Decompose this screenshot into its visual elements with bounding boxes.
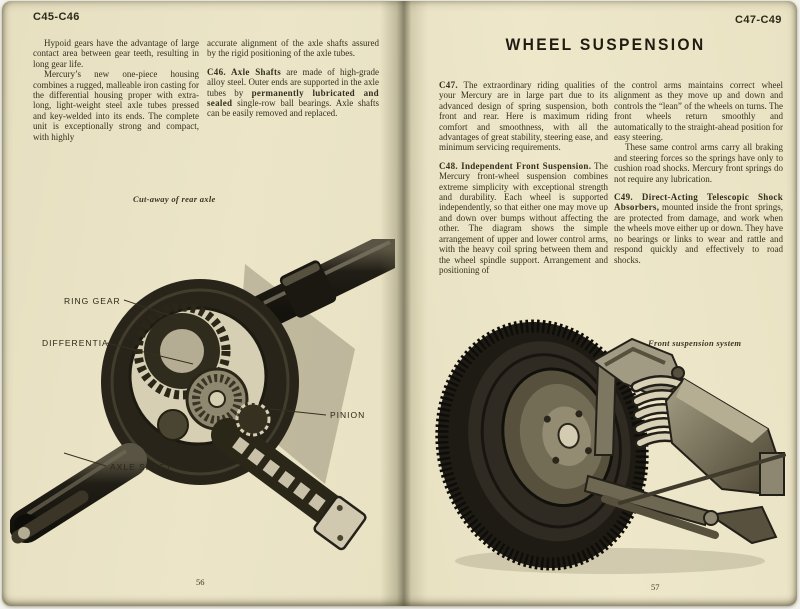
paragraph: These same control arms carry all braking and steering forces so the springs have only to cushion road shocks. Mercury front springs do not require any lubrication. bbox=[614, 142, 783, 184]
right-page-header: C47-C49 bbox=[735, 14, 782, 26]
right-column-2 bbox=[614, 80, 783, 265]
paragraph: Hypoid gears have the advantage of large contact area between gear teeth, resulting in long gear life. bbox=[33, 38, 199, 69]
pinion-gear-part bbox=[237, 403, 269, 435]
rear-bracket bbox=[710, 507, 776, 543]
paragraph: accurate alignment of the axle shafts assured by the rigid positioning of the axle tubes. bbox=[207, 38, 379, 59]
right-figure-caption: Front suspension system bbox=[648, 338, 742, 348]
paragraph: C49. Direct-Acting Telescopic Shock Absorbers, mounted inside the front springs, are protected from damage, and work when the wheels move either up or down. They have no bearings or links to wear and rattle and respond quickly and effectively to road shocks. bbox=[614, 192, 783, 265]
paragraph: C46. Axle Shafts are made of high-grade alloy steel. Outer ends are supported in the axle tubes by permanently lubricated and sealed single-row ball bearings. Axle shafts can be easily removed and replaced. bbox=[207, 66, 379, 119]
paragraph: the control arms maintains correct wheel alignment as they move up and down and controls the “lean” of the wheels on turns. The front wheels return smoothly and automatically to the straight-ahead position for easy steering. bbox=[614, 80, 783, 143]
paragraph: C48. Independent Front Suspension. The Mercury front-wheel suspension combines extreme simplicity with exceptional strength and durability. Each wheel is supported independently, so that either one may move up and down over bumps without affecting the other. The diagram shows the simple arrangement of upper and lower control arms, with the heavy coil spring between them and the wheel spindle support. Arrangement and positioning of bbox=[439, 160, 608, 275]
frame-member bbox=[666, 379, 784, 495]
left-column-2 bbox=[207, 38, 379, 119]
page-title: WHEEL SUSPENSION bbox=[505, 35, 706, 54]
left-column-1 bbox=[33, 38, 199, 142]
book-scan bbox=[2, 1, 797, 606]
ring-gear-label: RING GEAR bbox=[64, 296, 121, 306]
differential-label: DIFFERENTIAL bbox=[42, 338, 115, 348]
paragraph: Mercury’s new one-piece housing combines a rugged, malleable iron casting for the differential housing proper with extra-long, light-weight steel axle tubes pressed and key-welded into its ends. The complete unit is exceptionally strong and compact, with highly bbox=[33, 69, 199, 142]
axle-shaft-label: AXLE SHAFT bbox=[110, 462, 172, 472]
right-page-number: 57 bbox=[651, 582, 660, 592]
left-page-header: C45-C46 bbox=[33, 11, 80, 23]
pinion-label: PINION bbox=[330, 410, 366, 420]
rear-axle-illustration bbox=[10, 239, 395, 569]
left-page-number: 56 bbox=[196, 577, 205, 587]
paragraph: C47. The extraordinary riding qualities of your Mercury are in large part due to its advanced design of spring suspension, both front and rear. Here is maximum riding comfort and smoothness, with all the advantages of great stability, steering ease, and minimum servicing requirements. bbox=[439, 80, 608, 153]
front-suspension-illustration bbox=[420, 303, 795, 583]
axle-tube-upper bbox=[262, 242, 393, 319]
left-figure-caption: Cut-away of rear axle bbox=[133, 194, 216, 204]
right-column-1 bbox=[439, 80, 608, 275]
